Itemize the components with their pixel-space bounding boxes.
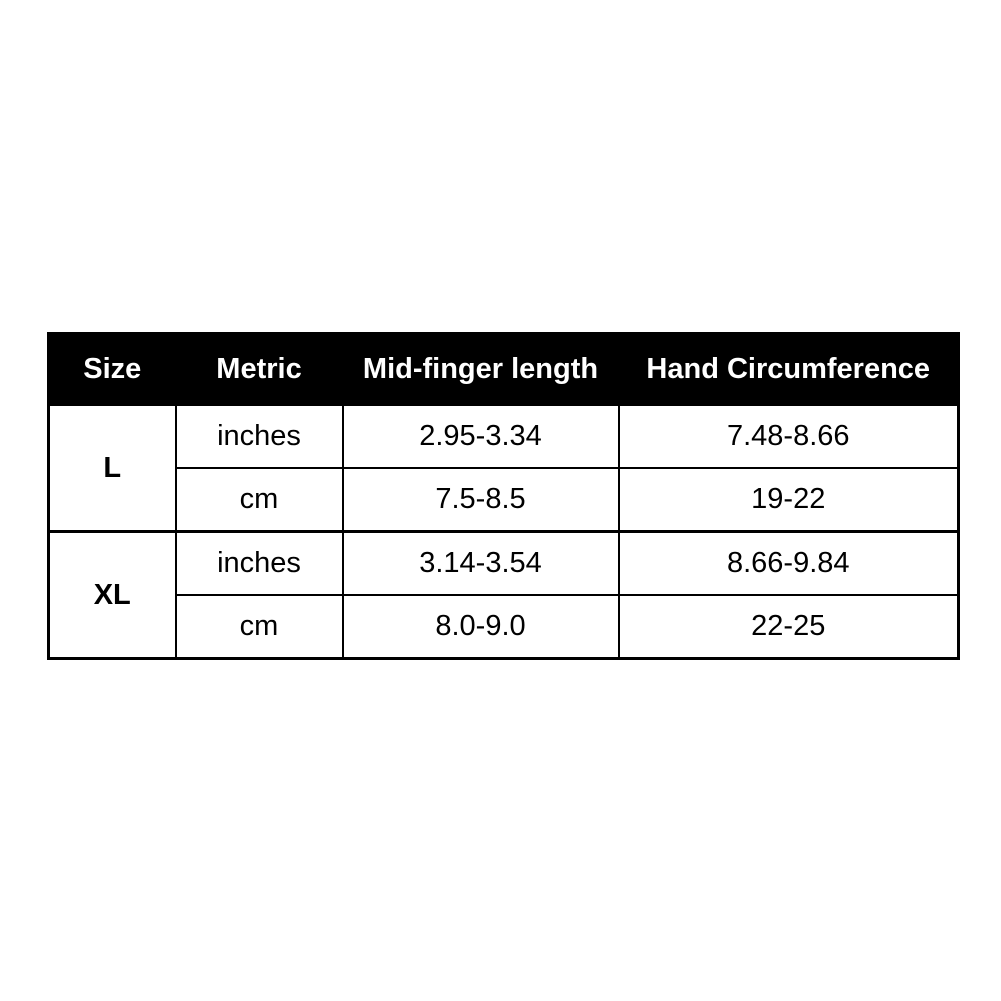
mid-finger-cell: 2.95-3.34: [343, 405, 619, 469]
header-size: Size: [49, 334, 176, 405]
metric-cell: inches: [176, 532, 343, 596]
table-row: [49, 532, 959, 596]
metric-cell: cm: [176, 468, 343, 532]
circumference-cell: 7.48-8.66: [619, 405, 959, 469]
size-cell-xl: XL: [49, 532, 176, 659]
header-row: [49, 334, 959, 405]
table-row: [49, 405, 959, 469]
table-row: [49, 468, 959, 532]
size-cell-l: L: [49, 405, 176, 532]
circumference-cell: 8.66-9.84: [619, 532, 959, 596]
table-row: [49, 595, 959, 659]
mid-finger-cell: 8.0-9.0: [343, 595, 619, 659]
size-chart-table: [47, 332, 960, 660]
circumference-cell: 22-25: [619, 595, 959, 659]
circumference-cell: 19-22: [619, 468, 959, 532]
header-mid-finger-length: Mid-finger length: [343, 334, 619, 405]
mid-finger-cell: 7.5-8.5: [343, 468, 619, 532]
metric-cell: inches: [176, 405, 343, 469]
metric-cell: cm: [176, 595, 343, 659]
header-metric: Metric: [176, 334, 343, 405]
header-hand-circumference: Hand Circumference: [619, 334, 959, 405]
mid-finger-cell: 3.14-3.54: [343, 532, 619, 596]
